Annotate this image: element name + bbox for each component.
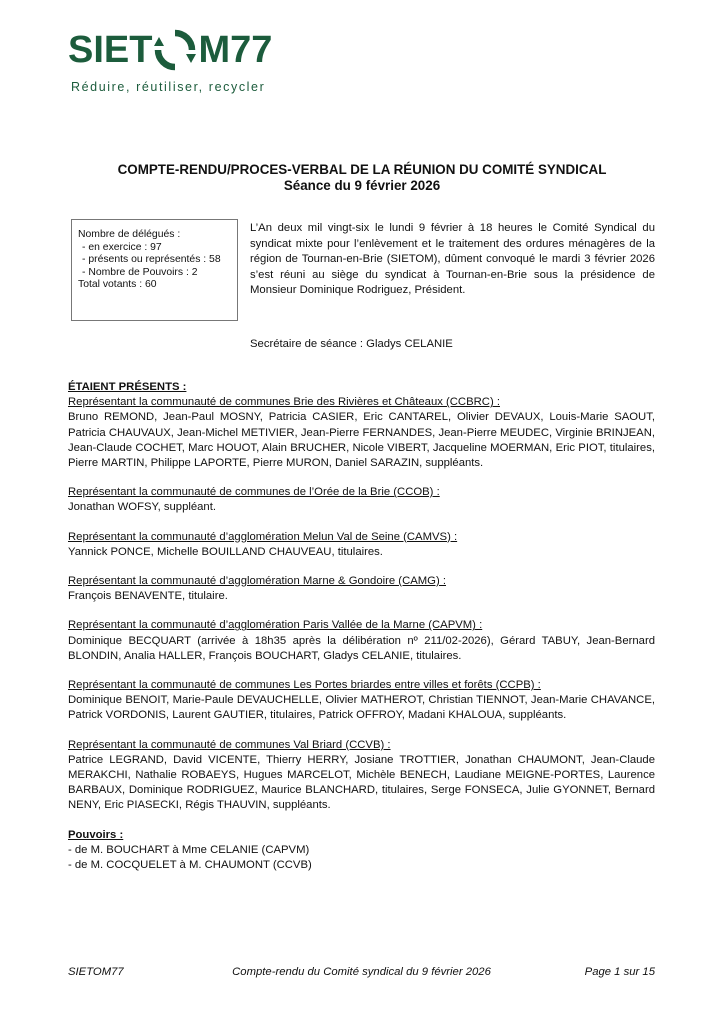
- group-members: Dominique BENOIT, Marie-Paule DEVAUCHELLE, Olivier MATHEROT, Christian TIENNOT, Jean-Marie CHAVANCE, Patrick VORDONIS, Laurent GAUTIER, titulaires, Patrick OFFROY, Madani KHALOUA, suppléants.: [68, 694, 655, 722]
- group-ccob: [68, 485, 655, 515]
- logo-wordmark: [68, 26, 272, 74]
- group-ccpb: [68, 678, 655, 724]
- stats-line-4: - Nombre de Pouvoirs : 2: [82, 266, 198, 278]
- group-heading: Représentant la communauté de communes Val Briard (CCVB) :: [68, 738, 391, 751]
- stats-line-2: - en exercice : 97: [82, 241, 162, 253]
- group-heading: Représentant la communauté d’agglomération Melun Val de Seine (CAMVS) :: [68, 530, 458, 543]
- footer-left: SIETOM77: [68, 966, 124, 978]
- group-members: Yannick PONCE, Michelle BOUILLAND CHAUVEAU, titulaires.: [68, 545, 383, 558]
- secretary-line: Secrétaire de séance : Gladys CELANIE: [250, 338, 453, 350]
- attendees-section: [68, 380, 655, 873]
- pouvoirs-section: [68, 828, 655, 874]
- document-title: [0, 162, 724, 194]
- stats-line-3: - présents ou représentés : 58: [82, 254, 221, 266]
- group-camg: [68, 574, 655, 604]
- title-line-1: COMPTE-RENDU/PROCES-VERBAL DE LA RÉUNION DU COMITÉ SYNDICAL: [117, 162, 607, 177]
- group-heading: Représentant la communauté d’agglomération Paris Vallée de la Marne (CAPVM) :: [68, 619, 483, 632]
- pouvoirs-heading: Pouvoirs :: [68, 828, 124, 841]
- group-members: Bruno REMOND, Jean-Paul MOSNY, Patricia CASIER, Eric CANTAREL, Olivier DEVAUX, Louis-Marie SAOUT, Patricia CHAUVAUX, Jean-Michel METIVIER, Jean-Pierre FERNANDES, Jean-Pierre MEUDEC, Virginie BRINJEAN, Jean-Claude COCHET, Marc HOUOT, Alain BRUCHER, Nicole VIBERT, Jacqueline MOERMAN, Eric PIOT, titulaires, Pierre MARTIN, Philippe LAPORTE, Pierre MURON, Daniel SARAZIN, suppléants.: [68, 411, 655, 470]
- stats-line-5: Total votants : 60: [78, 279, 157, 291]
- pouvoir-item: - de M. COCQUELET à M. CHAUMONT (CCVB): [68, 859, 312, 872]
- stats-line-1: Nombre de délégués :: [78, 229, 181, 240]
- footer-center: Compte-rendu du Comité syndical du 9 février 2026: [232, 966, 491, 978]
- page-number: Page 1 sur 15: [584, 966, 655, 978]
- sietom-logo: [68, 26, 298, 98]
- logo-text-part2: M77: [198, 29, 273, 71]
- logo-tagline: Réduire, réutiliser, recycler: [71, 80, 266, 94]
- pouvoir-item: - de M. BOUCHART à Mme CELANIE (CAPVM): [68, 843, 310, 856]
- group-members: Patrice LEGRAND, David VICENTE, Thierry HERRY, Josiane TROTTIER, Jonathan CHAUMONT, Jean-Claude MERAKCHI, Nathalie ROBAEYS, Hugues MARCELOT, Michèle BENECH, Laudiane MEIGNE-PORTES, Laurence BARBAUX, Dominique RODRIGUEZ, Maurice BLANCHARD, titulaires, Serge FONSECA, Julie GYONNET, Bernard NENY, Eric PIASECKI, Régis THAUVIN, suppléants.: [68, 753, 655, 812]
- group-ccvb: [68, 738, 655, 814]
- group-heading: Représentant la communauté de communes Les Portes briardes entre villes et forêts (CCPB) :: [68, 679, 541, 692]
- recycle-arrows-icon: [153, 28, 197, 72]
- group-heading: Représentant la communauté de communes de l’Orée de la Brie (CCOB) :: [68, 486, 440, 499]
- group-capvm: [68, 618, 655, 664]
- group-camvs: [68, 530, 655, 560]
- group-members: Dominique BECQUART (arrivée à 18h35 après la délibération nº 211/02-2026), Gérard TABUY, Jean-Bernard BLONDIN, Analia HALLER, François BOUCHART, Gladys CELANIE, titulaires.: [68, 634, 655, 662]
- group-members: Jonathan WOFSY, suppléant.: [68, 501, 216, 514]
- group-members: François BENAVENTE, titulaire.: [68, 590, 228, 603]
- present-heading: ÉTAIENT PRÉSENTS :: [68, 381, 187, 393]
- delegates-stats-box: [71, 219, 238, 321]
- group-ccbrc: [68, 395, 655, 471]
- logo-text-part1: SIET: [68, 29, 153, 71]
- group-heading: Représentant la communauté d’agglomération Marne & Gondoire (CAMG) :: [68, 575, 446, 588]
- title-line-2: Séance du 9 février 2026: [283, 178, 441, 193]
- group-heading: Représentant la communauté de communes Brie des Rivières et Châteaux (CCBRC) :: [68, 396, 500, 409]
- intro-paragraph: L’An deux mil vingt-six le lundi 9 février à 18 heures le Comité Syndical du syndicat mixte pour l’enlèvement et le traitement des ordures ménagères de la région de Tournan-en-Brie (SIETOM), dûment convoqué le mardi 3 février 2026 s’est réuni au siège du syndicat à Tournan-en-Brie sous la présidence de Monsieur Dominique Rodriguez, Président.: [250, 222, 655, 296]
